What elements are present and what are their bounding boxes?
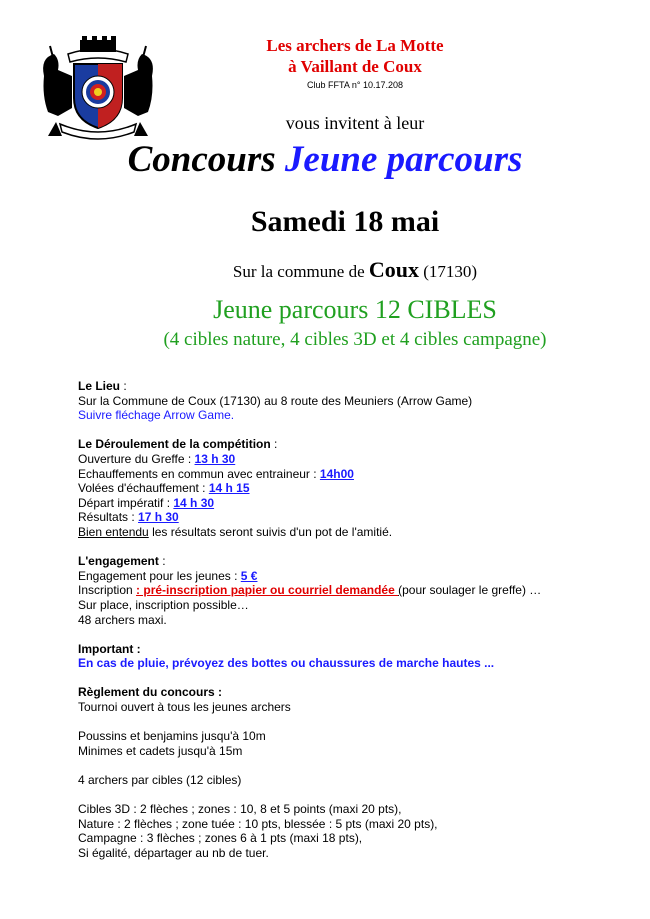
event-details [78,379,638,861]
parcours-title: Jeune parcours 12 CIBLES [213,295,497,324]
reglement-line1: Tournoi ouvert à tous les jeunes archers [78,700,291,715]
event-title [0,138,650,181]
volees-line: Volées d'échauffement : 14 h 15 [78,481,250,496]
event-commune [30,257,650,283]
reglement-line4: 4 archers par cibles (12 cibles) [78,773,242,788]
reglement-line2: Poussins et benjamins jusqu'à 10m [78,729,266,744]
price-value: 5 € [240,568,258,583]
reglement-heading: Règlement du concours : [78,685,223,700]
echauffement-line: Echauffements en commun avec entraineur : 14h00 [78,466,354,481]
title-jeune-parcours: Jeune parcours [284,139,523,180]
title-concours: Concours [127,139,285,180]
lieu-address: Sur la Commune de Coux (17130) au 8 route des Meuniers (Arrow Game) [78,393,473,408]
echauffement-time: 14h00 [319,466,354,481]
invitation-text: vous invitent à leur [285,113,425,133]
resultats-time: 17 h 30 [138,510,179,525]
commune-postcode: (17130) [419,262,478,281]
reglement-line3: Minimes et cadets jusqu'à 15m [78,743,243,758]
important-text: En cas de pluie, prévoyez des bottes ou chaussures de marche hautes ... [78,656,495,671]
inscription-line: Inscription : pré-inscription papier ou courriel demandée (pour soulager le greffe) … [78,583,542,598]
reglement-line6: Nature : 2 flèches ; zone tuée : 10 pts, blessée : 5 pts (maxi 20 pts), [78,816,438,831]
engagement-heading: L'engagement : [78,554,166,569]
surplace-line: Sur place, inscription possible… [78,597,249,612]
pot-line: Bien entendu les résultats seront suivis d'un pot de l'amitié. [78,524,393,539]
price-line: Engagement pour les jeunes : 5 € [78,568,258,583]
lieu-heading: Le Lieu : [78,379,127,393]
resultats-line: Résultats : 17 h 30 [78,510,179,525]
depart-line: Départ impératif : 14 h 30 [78,495,215,510]
commune-name: Coux [368,257,419,282]
inscription-notice: : pré-inscription papier ou courriel demandée [136,583,399,598]
max-line: 48 archers maxi. [78,612,167,627]
reglement-line7: Campagne : 3 flèches ; zones 6 à 1 pts (maxi 18 pts), [78,831,363,846]
event-date: Samedi 18 mai [250,205,440,238]
club-name-line2: à Vaillant de Coux [288,57,422,76]
greffe-line: Ouverture du Greffe : 13 h 30 [78,451,236,466]
commune-prefix: Sur la commune de [232,262,369,281]
important-heading: Important : [78,641,141,656]
club-name-line1: Les archers de La Motte [266,36,444,55]
greffe-time: 13 h 30 [194,451,236,466]
reglement-line8: Si égalité, départager au nb de tuer. [78,846,269,860]
volees-time: 14 h 15 [208,481,250,496]
depart-time: 14 h 30 [173,495,215,510]
parcours-detail: (4 cibles nature, 4 cibles 3D et 4 cibles campagne) [163,329,547,350]
club-ffta-number: Club FFTA n° 10.17.208 [307,80,403,90]
reglement-line5: Cibles 3D : 2 flèches ; zones : 10, 8 et 5 points (maxi 20 pts), [78,802,402,817]
lieu-directions: Suivre fléchage Arrow Game. [78,408,235,423]
deroulement-heading: Le Déroulement de la compétition : [78,437,278,452]
